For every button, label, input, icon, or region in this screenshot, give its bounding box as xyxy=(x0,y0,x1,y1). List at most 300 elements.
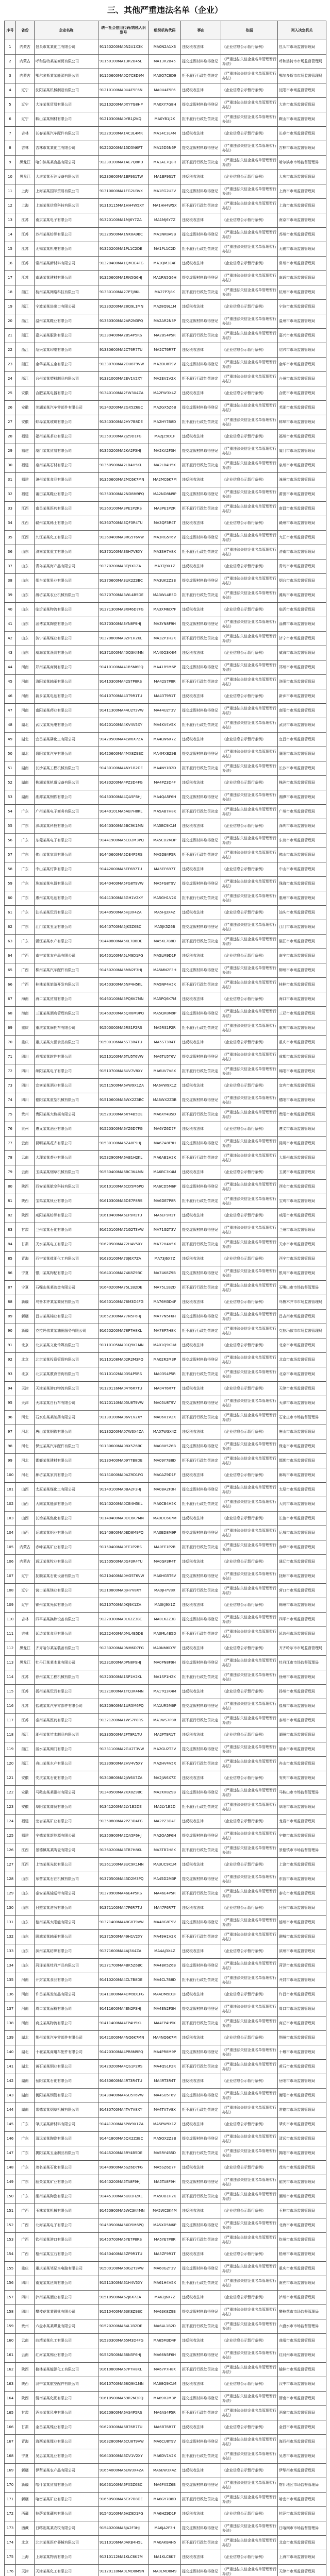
cell-company-name: 太原某某煤化工有限公司 xyxy=(35,1483,98,1497)
cell-reason: 拒不履行行政处罚决定 xyxy=(181,1843,221,1858)
table-row xyxy=(5,1497,326,1512)
cell-authority: 十堰市市场监督管理局 xyxy=(278,2045,326,2060)
cell-basis: 《企业信息公示暂行条例》 xyxy=(221,300,278,314)
table-row xyxy=(5,1036,326,1050)
cell-org-code: MA71G2T3V xyxy=(149,1223,181,1238)
table-row xyxy=(5,1685,326,1699)
cell-index: 165 xyxy=(5,2406,16,2420)
cell-reason: 违反税收法律 xyxy=(181,689,221,704)
cell-province: 内蒙古 xyxy=(16,40,35,55)
table-row xyxy=(5,848,326,862)
cell-authority: 揭阳市市场监督管理局 xyxy=(278,2146,326,2161)
cell-company-name: 伊犁某某农产品有限公司 xyxy=(35,2464,98,2478)
cell-index: 125 xyxy=(5,1829,16,1843)
table-row xyxy=(5,689,326,704)
cell-company-name: 大连某某贸易有限公司 xyxy=(35,98,98,112)
cell-province: 新疆 xyxy=(16,2493,35,2507)
cell-authority: 兰州市市场监督管理局 xyxy=(278,1223,326,1238)
cell-credit-code: 91210200MA0XY7G8HP xyxy=(98,98,149,112)
cell-org-code: MA46E4P5R xyxy=(149,1887,181,1901)
cell-org-code: MA0DC6K7M xyxy=(149,1512,181,1526)
cell-index: 92 xyxy=(5,1353,16,1367)
cell-index: 14 xyxy=(5,228,16,242)
cell-org-code: MA5JK5Z6B xyxy=(149,920,181,935)
cell-province: 湖北 xyxy=(16,2031,35,2045)
cell-province: 山东 xyxy=(16,603,35,617)
cell-basis: 《严重违法失信企业名单管理暂行办法》 xyxy=(221,718,278,733)
cell-basis: 《严重违法失信企业名单管理暂行办法》 xyxy=(221,1353,278,1367)
cell-company-name: 清远某某陶瓷有限公司 xyxy=(35,2132,98,2146)
cell-credit-code: 91440700MA5JK5Z6BC xyxy=(98,920,149,935)
cell-company-name: 湖州某某竹木制品有限公司 xyxy=(35,1728,98,1742)
cell-authority: 舟山市市场监督管理局 xyxy=(278,1757,326,1771)
cell-province: 贵州 xyxy=(16,1108,35,1122)
cell-authority: 柳州市市场监督管理局 xyxy=(278,963,326,978)
cell-company-name: 南昌某某医药有限公司 xyxy=(35,502,98,516)
cell-index: 94 xyxy=(5,1382,16,1396)
cell-org-code: MA6WX2Z3B xyxy=(149,1093,181,1108)
cell-authority: 玉林市市场监督管理局 xyxy=(278,2204,326,2218)
cell-index: 9 xyxy=(5,156,16,170)
cell-basis: 《严重违法失信企业名单管理暂行办法》 xyxy=(221,1223,278,1238)
cell-reason: 拒不履行行政处罚决定 xyxy=(181,2016,221,2031)
cell-index: 46 xyxy=(5,689,16,704)
cell-basis: 《企业信息公示暂行条例》 xyxy=(221,2117,278,2132)
cell-province: 江苏 xyxy=(16,1685,35,1699)
cell-basis: 《严重违法失信企业名单管理暂行办法》 xyxy=(221,228,278,242)
cell-reason: 提交虚假材料取得登记 xyxy=(181,1786,221,1800)
cell-index: 110 xyxy=(5,1613,16,1627)
cell-company-name: 景德镇某某陶瓷有限公司 xyxy=(35,1843,98,1858)
cell-basis: 《严重违法失信企业名单管理暂行办法》 xyxy=(221,285,278,300)
table-row xyxy=(5,228,326,242)
cell-index: 99 xyxy=(5,1454,16,1468)
cell-org-code: MA15D5N6P xyxy=(149,141,181,156)
cell-org-code: MA2HY7B8D xyxy=(149,415,181,430)
cell-org-code: MA77N5F6H xyxy=(149,1310,181,1324)
cell-credit-code: 91420300MA4PR8M9PQ xyxy=(98,2045,149,2060)
cell-reason: 拒不履行行政处罚决定 xyxy=(181,2536,221,2550)
cell-authority: 安庆市市场监督管理局 xyxy=(278,1771,326,1786)
cell-authority: 漳州市市场监督管理局 xyxy=(278,473,326,487)
cell-company-name: 揭阳某某五金制品有限公司 xyxy=(35,2146,98,2161)
table-row xyxy=(5,2291,326,2305)
cell-credit-code: 91150600MA0Q7C8D9M xyxy=(98,69,149,83)
cell-index: 83 xyxy=(5,1223,16,1238)
cell-credit-code: 91520100MA6XY4B5DE xyxy=(98,1108,149,1122)
cell-authority: 吉林市市场监督管理局 xyxy=(278,141,326,156)
table-row xyxy=(5,1540,326,1555)
cell-reason: 拒不履行行政处罚决定 xyxy=(181,1151,221,1165)
cell-authority: 四平市市场监督管理局 xyxy=(278,1613,326,1627)
cell-org-code: MA2AR2N3P xyxy=(149,314,181,329)
cell-company-name: 贵阳某某大数据有限公司 xyxy=(35,1108,98,1122)
cell-credit-code: 91430100MA4NY1B2DE xyxy=(98,761,149,776)
cell-basis: 《严重违法失信企业名单管理暂行办法》 xyxy=(221,574,278,588)
cell-index: 1 xyxy=(5,40,16,55)
cell-authority: 惠州市市场监督管理局 xyxy=(278,891,326,906)
cell-authority: 常德市市场监督管理局 xyxy=(278,2103,326,2117)
cell-org-code: MA49H1V2X xyxy=(149,1930,181,1944)
cell-org-code: MA6EF9R1T xyxy=(149,1209,181,1223)
cell-authority: 榆林市市场监督管理局 xyxy=(278,2363,326,2377)
cell-authority: 大理州市场监督管理局 xyxy=(278,1151,326,1165)
cell-reason: 违反税收法律 xyxy=(181,1295,221,1310)
cell-basis: 《严重违法失信企业名单管理暂行办法》 xyxy=(221,1454,278,1468)
cell-authority: 桂林市市场监督管理局 xyxy=(278,978,326,992)
cell-reason: 违反税收法律 xyxy=(181,1771,221,1786)
cell-company-name: 芜湖某某汽车零部件有限公司 xyxy=(35,401,98,415)
cell-basis: 《严重违法失信企业名单管理暂行办法》 xyxy=(221,2565,278,2576)
cell-authority: 攀枝花市市场监督管理局 xyxy=(278,2305,326,2319)
cell-province: 吉林 xyxy=(16,141,35,156)
table-row xyxy=(5,2117,326,2132)
cell-index: 34 xyxy=(5,516,16,531)
cell-credit-code: 91532500MA66N5F6HJ xyxy=(98,2348,149,2363)
cell-authority: 佛山市市场监督管理局 xyxy=(278,848,326,862)
cell-authority: 龙岩市市场监督管理局 xyxy=(278,1815,326,1829)
cell-basis: 《严重违法失信企业名单管理暂行办法》 xyxy=(221,1439,278,1454)
cell-company-name: 开封某某食品有限公司 xyxy=(35,1973,98,1988)
cell-index: 119 xyxy=(5,1742,16,1757)
cell-basis: 《严重违法失信企业名单管理暂行办法》 xyxy=(221,1093,278,1108)
cell-reason: 提交虚假材料取得登记 xyxy=(181,271,221,285)
cell-org-code: MA5NP4H5K xyxy=(149,978,181,992)
cell-authority: 日照市市场监督管理局 xyxy=(278,1901,326,1916)
cell-province: 广东 xyxy=(16,935,35,949)
cell-province: 浙江 xyxy=(16,358,35,372)
cell-index: 161 xyxy=(5,2348,16,2363)
cell-basis: 《严重违法失信企业名单管理暂行办法》 xyxy=(221,1281,278,1295)
cell-basis: 《企业信息公示暂行条例》 xyxy=(221,1858,278,1872)
cell-reason: 拒不履行行政处罚决定 xyxy=(181,1324,221,1338)
cell-index: 72 xyxy=(5,1064,16,1079)
cell-index: 8 xyxy=(5,141,16,156)
cell-org-code: MA4AJ3X4Z xyxy=(149,1944,181,1959)
cell-reason: 拒不履行行政处罚决定 xyxy=(181,2363,221,2377)
cell-reason: 拒不履行行政处罚决定 xyxy=(181,156,221,170)
cell-credit-code: 91530400MA6BC3K4MN xyxy=(98,1165,149,1180)
cell-company-name: 青岛某某海产品有限公司 xyxy=(35,560,98,574)
cell-company-name: 曲靖某某化工有限公司 xyxy=(35,2334,98,2348)
table-row xyxy=(5,776,326,790)
cell-authority: 南通市市场监督管理局 xyxy=(278,271,326,285)
cell-authority: 江门市市场监督管理局 xyxy=(278,920,326,935)
cell-org-code: MA2MC6K7M xyxy=(149,473,181,487)
cell-authority: 北京市市场监督管理局 xyxy=(278,2536,326,2550)
cell-reason: 提交虚假材料取得登记 xyxy=(181,2305,221,2319)
cell-authority: 徐州市市场监督管理局 xyxy=(278,1670,326,1685)
cell-company-name: 常德某某烟草机械有限公司 xyxy=(35,2103,98,2117)
table-row xyxy=(5,877,326,891)
cell-credit-code: 91210400MA0HG5T6VW xyxy=(98,1569,149,1584)
cell-province: 陕西 xyxy=(16,2363,35,2377)
table-row xyxy=(5,1815,326,1829)
cell-reason: 违反税收法律 xyxy=(181,2291,221,2305)
cell-org-code: MA0ED8M9P xyxy=(149,1526,181,1540)
cell-index: 151 xyxy=(5,2204,16,2218)
cell-org-code: MA2GU2T3V xyxy=(149,1742,181,1757)
cell-company-name: 荆州某某汽车零部件有限公司 xyxy=(35,2031,98,2045)
table-row xyxy=(5,617,326,632)
cell-credit-code: 91411300MA44U2T3VW xyxy=(98,704,149,718)
cell-authority: 邯郸市市场监督管理局 xyxy=(278,1454,326,1468)
cell-credit-code: 91652300MA77N5F6HJ xyxy=(98,1310,149,1324)
cell-credit-code: 91420100MA4KV4V5XY xyxy=(98,718,149,733)
cell-company-name: 上海某某物流有限公司 xyxy=(35,2550,98,2565)
cell-province: 山东 xyxy=(16,1887,35,1901)
cell-basis: 《严重违法失信企业名单管理暂行办法》 xyxy=(221,1656,278,1670)
cell-org-code: MA6CD5M6P xyxy=(149,1180,181,1194)
table-row xyxy=(5,1281,326,1295)
cell-basis: 《企业信息公示暂行条例》 xyxy=(221,1165,278,1180)
cell-basis: 《企业信息公示暂行条例》 xyxy=(221,430,278,444)
table-row xyxy=(5,1064,326,1079)
cell-province: 山东 xyxy=(16,560,35,574)
table-row xyxy=(5,2247,326,2262)
cell-company-name: 黄石某某铜业有限公司 xyxy=(35,2060,98,2074)
cell-credit-code: 91610300MA6DE7P8RS xyxy=(98,1194,149,1209)
table-row xyxy=(5,2536,326,2550)
table-row xyxy=(5,675,326,689)
cell-authority: 钦州市市场监督管理局 xyxy=(278,2233,326,2247)
table-row xyxy=(5,891,326,906)
cell-authority: 渭南市市场监督管理局 xyxy=(278,2392,326,2406)
cell-province: 广西 xyxy=(16,2247,35,2262)
cell-company-name: 昆明某某花卉有限公司 xyxy=(35,1137,98,1151)
cell-province: 四川 xyxy=(16,2305,35,2319)
cell-company-name: 江门某某五金有限公司 xyxy=(35,920,98,935)
cell-province: 天津 xyxy=(16,1396,35,1411)
cell-reason: 违反税收法律 xyxy=(181,906,221,920)
cell-authority: 湘潭市市场监督管理局 xyxy=(278,790,326,805)
cell-basis: 《严重违法失信企业名单管理暂行办法》 xyxy=(221,1151,278,1165)
cell-basis: 《严重违法失信企业名单管理暂行办法》 xyxy=(221,1742,278,1757)
table-row xyxy=(5,271,326,285)
cell-index: 21 xyxy=(5,329,16,343)
cell-province: 安徽 xyxy=(16,1771,35,1786)
cell-authority: 淄博市市场监督管理局 xyxy=(278,617,326,632)
cell-province: 浙江 xyxy=(16,343,35,358)
cell-authority: 韶关市市场监督管理局 xyxy=(278,2175,326,2190)
cell-authority: 六盘水市市场监督管理局 xyxy=(278,2319,326,2334)
cell-credit-code: 91421000MA4NQ6K7MN xyxy=(98,2031,149,2045)
cell-org-code: MA2EV1V2X xyxy=(149,372,181,386)
cell-reason: 提交虚假材料取得登记 xyxy=(181,531,221,545)
cell-basis: 《严重违法失信企业名单管理暂行办法》 xyxy=(221,2146,278,2161)
cell-province: 内蒙古 xyxy=(16,55,35,69)
cell-basis: 《严重违法失信企业名单管理暂行办法》 xyxy=(221,2175,278,2190)
cell-authority: 扬州市市场监督管理局 xyxy=(278,1685,326,1699)
cell-company-name: 马鞍山某某钢材有限公司 xyxy=(35,1786,98,1800)
cell-org-code: MA0NM6D7F xyxy=(149,1641,181,1656)
cell-authority: 沈阳市市场监督管理局 xyxy=(278,83,326,98)
cell-index: 70 xyxy=(5,1036,16,1050)
cell-org-code: MA6TU5T6V xyxy=(149,1050,181,1064)
cell-authority: 黄石市市场监督管理局 xyxy=(278,2060,326,2074)
cell-company-name: 宝鸡某某钛业有限公司 xyxy=(35,1194,98,1209)
cell-province: 河北 xyxy=(16,1411,35,1425)
cell-company-name: 遵义某某酒业有限公司 xyxy=(35,1122,98,1137)
cell-credit-code: 91371700MA4BK5Z6BC xyxy=(98,1959,149,1973)
cell-authority: 宝鸡市市场监督管理局 xyxy=(278,1194,326,1209)
cell-reason: 违反税收法律 xyxy=(181,2161,221,2175)
cell-credit-code: 91500108MA60G2T3VW xyxy=(98,2262,149,2276)
cell-index: 58 xyxy=(5,862,16,877)
cell-province: 山东 xyxy=(16,646,35,660)
table-row xyxy=(5,1786,326,1800)
table-row xyxy=(5,1353,326,1367)
cell-index: 162 xyxy=(5,2363,16,2377)
cell-company-name: 桂林某某旅游开发有限公司 xyxy=(35,978,98,992)
cell-org-code: MA6UV7V8X xyxy=(149,1064,181,1079)
cell-credit-code: 91445100MA5UB1H2KL xyxy=(98,2190,149,2204)
cell-credit-code: 91320100MA1MJ6Y7ZA xyxy=(98,213,149,228)
table-row xyxy=(5,1959,326,1973)
cell-authority: 海西州市场监督管理局 xyxy=(278,2435,326,2449)
cell-credit-code: 91530300MA65M3D4FG xyxy=(98,2334,149,2348)
table-row xyxy=(5,141,326,156)
cell-credit-code: 91511300MA61H4V5XY xyxy=(98,2276,149,2291)
cell-company-name: 威海某某渔具有限公司 xyxy=(35,646,98,660)
cell-org-code: MA2ND8M9P xyxy=(149,487,181,502)
cell-reason: 提交虚假材料取得登记 xyxy=(181,2262,221,2276)
cell-authority: 包头市市场监督管理局 xyxy=(278,40,326,55)
cell-authority: 温州市市场监督管理局 xyxy=(278,314,326,329)
cell-credit-code: 91231000MA0PN8F9HJ xyxy=(98,1656,149,1670)
cell-credit-code: 91430300MA4QA5F6HJ xyxy=(98,790,149,805)
cell-reason: 提交虚假材料取得登记 xyxy=(181,1266,221,1281)
cell-province: 湖南 xyxy=(16,790,35,805)
cell-credit-code: 91370800MA3ZP1H2KL xyxy=(98,632,149,646)
cell-reason: 违反税收法律 xyxy=(181,776,221,790)
table-row xyxy=(5,545,326,560)
cell-company-name: 九江某某化工有限公司 xyxy=(35,531,98,545)
cell-reason: 违反税收法律 xyxy=(181,2247,221,2262)
cell-basis: 《严重违法失信企业名单管理暂行办法》 xyxy=(221,372,278,386)
cell-credit-code: 91370100MA3SH7V8XY xyxy=(98,545,149,560)
cell-index: 57 xyxy=(5,848,16,862)
cell-reason: 拒不履行行政处罚决定 xyxy=(181,2276,221,2291)
cell-company-name: 南阳某某药业有限公司 xyxy=(35,704,98,718)
cell-company-name: 唐山某某钢铁有限公司 xyxy=(35,1425,98,1439)
cell-credit-code: 91220200MA15D5N6PT xyxy=(98,141,149,156)
cell-authority: 鄂尔多斯市市场监督管理局 xyxy=(278,69,326,83)
cell-company-name: 天水某某电工有限公司 xyxy=(35,1238,98,1252)
cell-index: 25 xyxy=(5,386,16,401)
cell-index: 60 xyxy=(5,891,16,906)
cell-province: 山东 xyxy=(16,1872,35,1887)
table-row xyxy=(5,761,326,776)
cell-province: 江苏 xyxy=(16,1714,35,1728)
cell-province: 四川 xyxy=(16,1079,35,1093)
cell-basis: 《严重违法失信企业名单管理暂行办法》 xyxy=(221,199,278,213)
cell-company-name: 咸阳某某纺织有限公司 xyxy=(35,1209,98,1223)
cell-province: 河北 xyxy=(16,1439,35,1454)
cell-province: 甘肃 xyxy=(16,1238,35,1252)
cell-basis: 《严重违法失信企业名单管理暂行办法》 xyxy=(221,1714,278,1728)
cell-reason: 拒不履行行政处罚决定 xyxy=(181,1540,221,1555)
cell-credit-code: 91340300MA2HY7B8DE xyxy=(98,415,149,430)
cell-province: 山西 xyxy=(16,1512,35,1526)
cell-company-name: 北海某某电子有限公司 xyxy=(35,2218,98,2233)
table-row xyxy=(5,1944,326,1959)
cell-province: 江西 xyxy=(16,531,35,545)
cell-index: 15 xyxy=(5,242,16,257)
cell-org-code: MA4FP4H5K xyxy=(149,2016,181,2031)
header-authority: 列入决定机关 xyxy=(278,21,326,40)
cell-province: 广东 xyxy=(16,2161,35,2175)
cell-province: 江西 xyxy=(16,1843,35,1858)
cell-org-code: MA3UC9K1M xyxy=(149,1858,181,1872)
cell-province: 辽宁 xyxy=(16,1584,35,1598)
cell-authority: 德阳市市场监督管理局 xyxy=(278,1093,326,1108)
table-row xyxy=(5,1021,326,1036)
cell-reason: 违反税收法律 xyxy=(181,949,221,963)
cell-index: 114 xyxy=(5,1670,16,1685)
table-row xyxy=(5,1238,326,1252)
cell-company-name: 天津某某港口物流有限公司 xyxy=(35,1382,98,1396)
cell-credit-code: 91411600MA4EN2F3HJ xyxy=(98,2002,149,2016)
cell-basis: 《企业信息公示暂行条例》 xyxy=(221,560,278,574)
table-row xyxy=(5,257,326,271)
cell-org-code: MA04T6R7T xyxy=(149,1382,181,1396)
cell-credit-code: 91350900MA2QA5F6HJ xyxy=(98,1829,149,1843)
cell-company-name: 深圳某某科技有限公司 xyxy=(35,819,98,834)
cell-authority: 厦门市市场监督管理局 xyxy=(278,444,326,459)
cell-basis: 《严重违法失信企业名单管理暂行办法》 xyxy=(221,2060,278,2074)
cell-reason: 拒不履行行政处罚决定 xyxy=(181,415,221,430)
cell-company-name: 邯郸某某建材有限公司 xyxy=(35,1454,98,1468)
cell-reason: 提交虚假材料取得登记 xyxy=(181,2132,221,2146)
cell-index: 108 xyxy=(5,1584,16,1598)
cell-company-name: 西宁某某盐湖化工有限公司 xyxy=(35,1252,98,1266)
table-row xyxy=(5,1079,326,1093)
cell-company-name: 济南某某重工有限公司 xyxy=(35,545,98,560)
cell-reason: 违反税收法律 xyxy=(181,1728,221,1742)
table-row xyxy=(5,358,326,372)
cell-org-code: MA2PZ3D4F xyxy=(149,1815,181,1829)
cell-company-name: 银川某某枸杞有限公司 xyxy=(35,1266,98,1281)
table-row xyxy=(5,83,326,98)
cell-index: 56 xyxy=(5,834,16,848)
cell-province: 广东 xyxy=(16,834,35,848)
cell-index: 33 xyxy=(5,502,16,516)
cell-credit-code: 91510500MA62J6X7ZA xyxy=(98,2291,149,2305)
cell-province: 河南 xyxy=(16,2002,35,2016)
cell-basis: 《严重违法失信企业名单管理暂行办法》 xyxy=(221,660,278,675)
cell-authority: 广州市市场监督管理局 xyxy=(278,805,326,819)
cell-province: 湖南 xyxy=(16,2074,35,2089)
cell-company-name: 广州某某电子商务有限公司 xyxy=(35,805,98,819)
cell-basis: 《企业信息公示暂行条例》 xyxy=(221,1468,278,1483)
cell-org-code: MA4DM9D1F xyxy=(149,1988,181,2002)
cell-basis: 《严重违法失信企业名单管理暂行办法》 xyxy=(221,834,278,848)
cell-index: 16 xyxy=(5,257,16,271)
cell-reason: 提交虚假材料取得登记 xyxy=(181,1742,221,1757)
cell-basis: 《企业信息公示暂行条例》 xyxy=(221,862,278,877)
table-row xyxy=(5,502,326,516)
cell-org-code: MA1SP1H2K xyxy=(149,1670,181,1685)
cell-credit-code: 91620100MA71G2T3VW xyxy=(98,1223,149,1238)
cell-authority: 周口市市场监督管理局 xyxy=(278,2002,326,2016)
cell-basis: 《严重违法失信企业名单管理暂行办法》 xyxy=(221,1007,278,1021)
table-row xyxy=(5,992,326,1007)
cell-authority: 北京市市场监督管理局 xyxy=(278,1353,326,1367)
cell-index: 131 xyxy=(5,1916,16,1930)
cell-index: 39 xyxy=(5,588,16,603)
cell-basis: 《严重违法失信企业名单管理暂行办法》 xyxy=(221,401,278,415)
